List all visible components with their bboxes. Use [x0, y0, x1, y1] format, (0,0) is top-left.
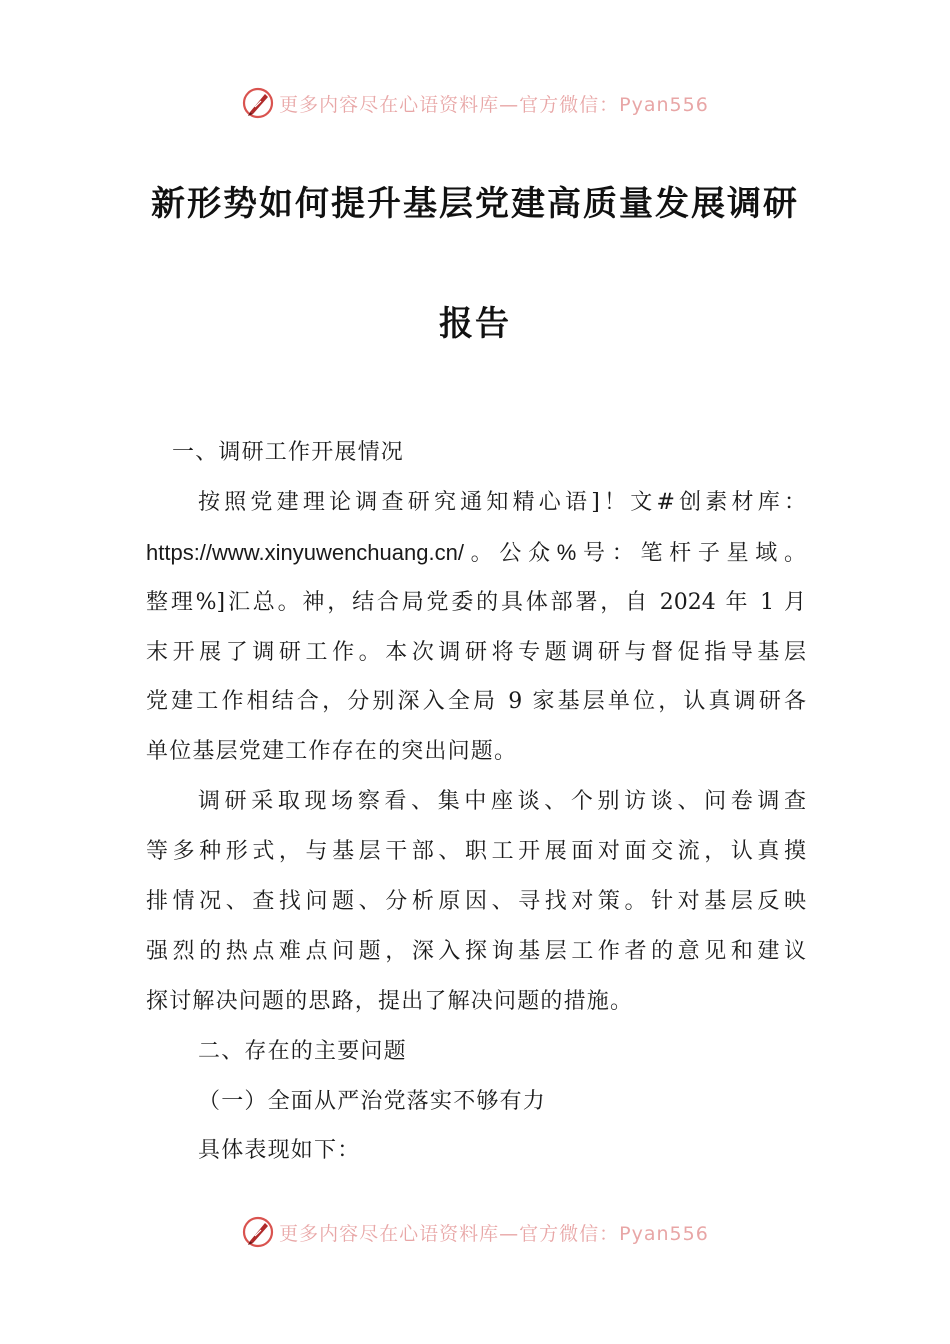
quill-pen-logo-icon — [241, 86, 275, 120]
watermark-text: 更多内容尽在心语资料库—官方微信：Pyan556 — [279, 93, 709, 116]
paragraph-line: 按照党建理论调查研究通知精心语]！文#创素材库： — [198, 489, 806, 515]
document-title-line-1: 新形势如何提升基层党建高质量发展调研 — [151, 184, 799, 224]
document-body — [146, 428, 806, 1176]
section-heading-2: 二、存在的主要问题 — [198, 1038, 407, 1064]
subsection-heading: （一）全面从严治党落实不够有力 — [198, 1088, 547, 1114]
watermark-text: 更多内容尽在心语资料库—官方微信：Pyan556 — [279, 1222, 709, 1245]
section-heading-1: 一、调研工作开展情况 — [172, 440, 405, 465]
document-title-line-2: 报告 — [439, 304, 511, 344]
paragraph-line: 强烈的热点难点问题，深入探询基层工作者的意见和建议 — [146, 938, 806, 964]
paragraph-line: 具体表现如下： — [198, 1138, 361, 1164]
paragraph-line: 单位基层党建工作存在的突出问题。 — [146, 739, 518, 765]
paragraph-line: 探讨解决问题的思路，提出了解决问题的措施。 — [146, 988, 634, 1014]
paragraph-line: 调研采取现场察看、集中座谈、个别访谈、问卷调查 — [198, 789, 806, 815]
watermark-footer — [0, 1212, 950, 1252]
paragraph-line: 末开展了调研工作。本次调研将专题调研与督促指导基层 — [146, 639, 806, 665]
watermark-header — [0, 83, 950, 123]
paragraph-line: 排情况、查找问题、分析原因、寻找对策。针对基层反映 — [146, 889, 806, 915]
paragraph-line: 党建工作相结合，分别深入全局 9 家基层单位，认真调研各 — [146, 689, 806, 715]
paragraph-line: 整理%]汇总。神，结合局党委的具体部署，自 2024 年 1 月 — [146, 589, 806, 615]
paragraph-line: https://www.xinyuwenchuang.cn/。公众%号：笔杆子星域。 — [146, 539, 806, 565]
quill-pen-logo-icon — [241, 1215, 275, 1249]
paragraph-line: 等多种形式，与基层干部、职工开展面对面交流，认真摸 — [146, 839, 806, 865]
